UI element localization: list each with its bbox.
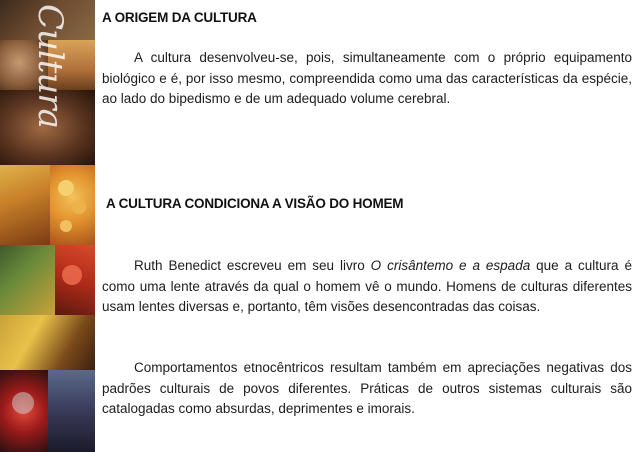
collage-tile	[0, 245, 55, 315]
paragraph-origem: A cultura desenvolveu-se, pois, simultaneamente com o próprio equipamento biológico e é, por isso mesmo, compreendida como uma das características da espécie, ao lado do bipedismo e de um adequado volume cerebral.	[102, 50, 632, 106]
ornament-shape	[62, 265, 82, 285]
ornament-shape	[12, 392, 34, 414]
decorative-photo-strip	[0, 0, 95, 452]
collage-tile	[0, 315, 95, 370]
paragraph-etnocentrismo: Comportamentos etnocêntricos resultam também em apreciações negativas dos padrões culturais de povos diferentes. Práticas de outros sistemas culturais são catalogadas como absurdas, deprimentes e imorais.	[102, 360, 632, 416]
section-heading-origem: A ORIGEM DA CULTURA	[102, 10, 257, 25]
paragraph-benedict-start: Ruth Benedict escreveu em seu livro	[134, 258, 371, 273]
fruit-shape	[72, 200, 86, 214]
paragraph-benedict-end: que a cultura é como uma lente através da qual o homem vê o mundo. Homens de culturas diferentes usam lentes diversas e, portanto, têm visões desencontradas das coisas.	[102, 258, 632, 314]
fruit-shape	[58, 180, 74, 196]
book-title: O crisântemo e a espada	[370, 258, 531, 273]
section-heading-visao: A CULTURA CONDICIONA A VISÃO DO HOMEM	[106, 196, 404, 211]
paragraph-benedict	[102, 256, 632, 318]
cultura-script-word: Cultura	[30, 4, 70, 128]
fruit-shape	[60, 220, 72, 232]
collage-tile	[0, 165, 50, 245]
collage-tile	[48, 370, 95, 452]
